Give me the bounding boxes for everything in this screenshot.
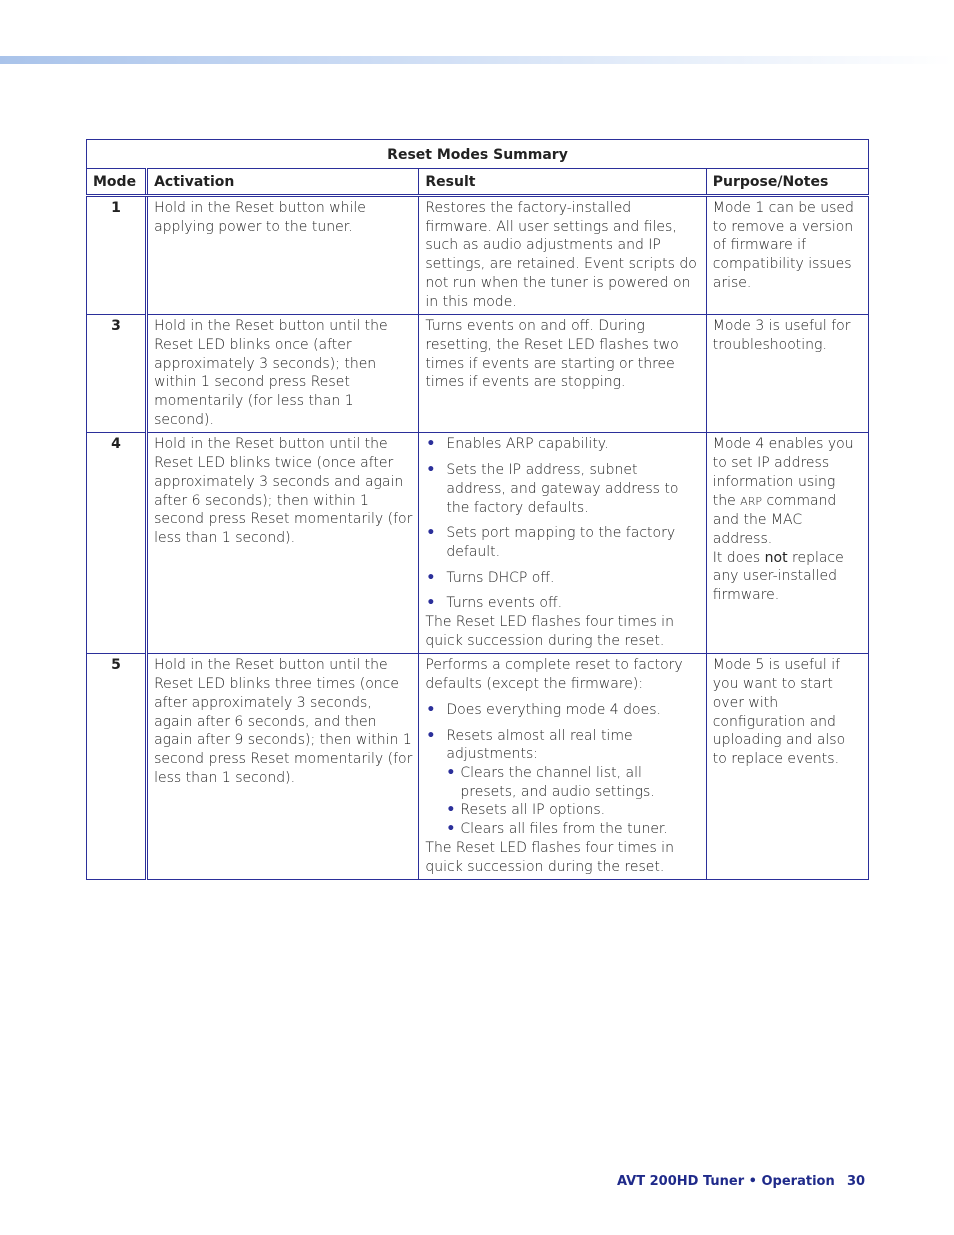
list-item: • Turns events off. [425,594,699,613]
notes-text: command and the MAC address. [712,492,837,547]
result-cell: Turns events on and off. During resetting, the Reset LED flashes two times if events are starting or three times if events are stopping. [419,315,706,433]
table-row [87,654,869,880]
sub-list-item: • Resets all IP options. [446,801,699,820]
notes-text: Mode 4 enables you to set IP address information using the [712,436,854,509]
reset-modes-table [86,139,869,880]
notes-cell [706,433,868,654]
list-item-text: Resets almost all real time adjustments: [446,727,633,763]
result-bullet-list [425,701,699,839]
list-item [425,727,699,839]
notes-emphasis: not [764,549,788,566]
column-header-result: Result [419,169,706,196]
activation-cell: Hold in the Reset button until the Reset LED blinks three times (once after approximately 3 seconds, again after 6 seconds, and then again after 9 seconds); then within 1 second press Reset momentarily (for less than 1 second). [147,654,419,880]
result-note: The Reset LED flashes four times in quick succession during the reset. [425,839,674,875]
result-sub-list [446,764,699,839]
activation-cell: Hold in the Reset button while applying power to the tuner. [147,196,419,315]
column-header-notes: Purpose/Notes [706,169,868,196]
notes-text: It does [712,549,761,566]
sub-list-item: • Clears the channel list, all presets, and audio settings. [446,764,699,801]
sub-list-item: • Clears all files from the tuner. [446,820,699,839]
list-item: • Sets the IP address, subnet address, and gateway address to the factory defaults. [425,461,699,517]
mode-number: 4 [87,433,147,654]
list-item: • Turns DHCP off. [425,569,699,588]
list-item: • Enables ARP capability. [425,435,699,454]
result-note: The Reset LED flashes four times in quick succession during the reset. [425,614,674,649]
mode-number: 1 [87,196,147,315]
notes-cell: Mode 3 is useful for troubleshooting. [706,315,868,433]
table-row [87,315,869,433]
table-row [87,433,869,654]
result-bullet-list [425,435,699,613]
notes-text: replace any user-installed firmware. [712,549,844,604]
result-cell [419,433,706,654]
column-header-activation: Activation [147,169,419,196]
notes-arp-term: ARP [740,494,762,508]
mode-number: 3 [87,315,147,433]
table-header-row [87,169,869,196]
header-accent-bar [0,56,954,64]
column-header-mode: Mode [87,169,147,196]
list-item: • Sets port mapping to the factory default. [425,524,699,561]
result-intro: Performs a complete reset to factory defaults (except the firmware): [425,657,683,693]
table-caption-row [87,140,869,169]
footer-document-title: AVT 200HD Tuner • Operation [617,1174,835,1189]
mode-number: 5 [87,654,147,880]
result-cell: Restores the factory-installed firmware. All user settings and files, such as audio adjustments and IP settings, are retained. Event scripts do not run when the tuner is powered on in this mode. [419,196,706,315]
activation-cell: Hold in the Reset button until the Reset LED blinks once (after approximately 3 seconds); then within 1 second press Reset momentarily (for less than 1 second). [147,315,419,433]
notes-cell: Mode 5 is useful if you want to start over with configuration and uploading and also to replace events. [706,654,868,880]
table-caption: Reset Modes Summary [87,140,869,169]
result-cell [419,654,706,880]
list-item: • Does everything mode 4 does. [425,701,699,720]
activation-cell: Hold in the Reset button until the Reset LED blinks twice (once after approximately 3 seconds and again after 6 seconds); then within 1 second press Reset momentarily (for less than 1 second). [147,433,419,654]
notes-cell: Mode 1 can be used to remove a version of firmware if compatibility issues arise. [706,196,868,315]
page-number: 30 [847,1174,866,1189]
table-row [87,196,869,315]
